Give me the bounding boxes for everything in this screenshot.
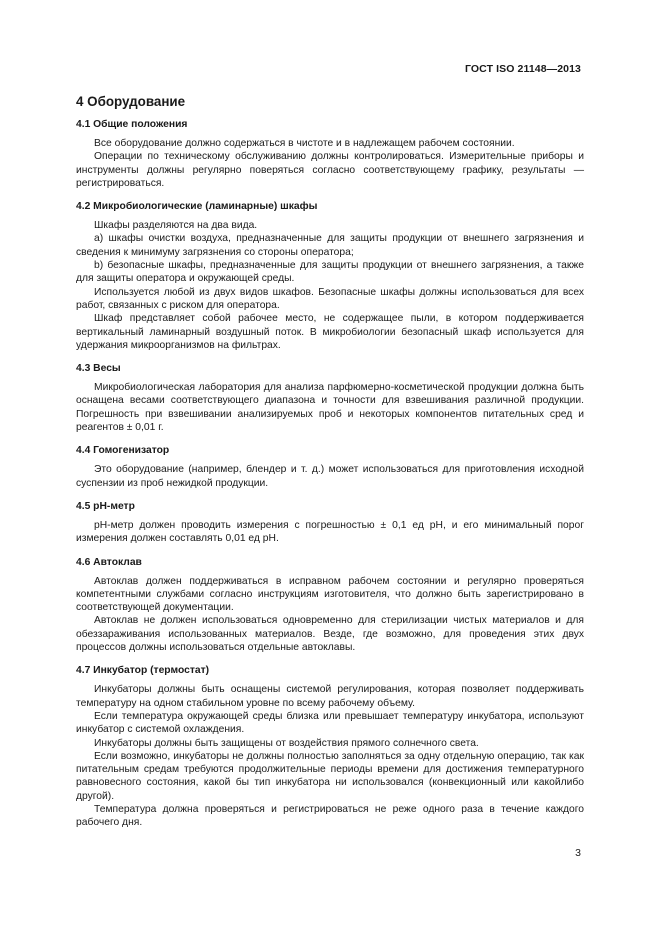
subsection-heading: 4.7 Инкубатор (термостат) (76, 665, 210, 677)
paragraph: Если температура окружающей среды близка или превышает температуру инкубатора, используют инкубатор с системой охлаждения. (76, 710, 584, 736)
paragraph: pH-метр должен проводить измерения с погрешностью ± 0,1 ед pH, и его минимальный порог измерения должен составлять 0,01 ед pH. (76, 519, 584, 545)
subsection-heading: 4.3 Весы (76, 363, 121, 375)
paragraph: Инкубаторы должны быть защищены от воздействия прямого солнечного света. (94, 737, 479, 749)
paragraph: Используется любой из двух видов шкафов. Безопасные шкафы должны использоваться для всех работ, связанных с риском для оператора. (76, 286, 584, 311)
paragraph: Шкаф представляет собой рабочее место, не содержащее пыли, в котором поддерживается вертикальный ламинарный воздушный поток. В микробиологии безопасный шкаф используется для удержания микроорганизмов на фильтрах. (76, 313, 584, 351)
subsection-4-3 (76, 362, 584, 434)
document-id: ГОСТ ISO 21148—2013 (464, 63, 581, 75)
subsection-4-5 (76, 500, 584, 546)
subsection-4-2 (76, 200, 584, 352)
subsection-heading: 4.4 Гомогенизатор (76, 445, 170, 457)
subsection-4-1 (76, 118, 584, 190)
paragraph: Операции по техническому обслуживанию должны контролироваться. Измерительные приборы и инструменты должны регулярно поверяться согласно соответствующему графику, результаты — регистрироваться. (76, 151, 584, 189)
paragraph: Шкафы разделяются на два вида. (94, 220, 258, 232)
list-item: а) шкафы очистки воздуха, предназначенные для защиты продукции от внешнего загрязнения и сведения к минимуму загрязнения со стороны оператора; (76, 233, 584, 258)
paragraph: Микробиологическая лаборатория для анализа парфюмерно-косметической продукции должна быть оснащена весами соответствующего диапазона и точности для взвешивания различной продукции. Погрешность при взвешивании анализируемых проб и некоторых компонентов питательных сред и реагентов ± 0,01 г. (76, 382, 584, 434)
paragraph: Инкубаторы должны быть оснащены системой регулирования, которая позволяет поддерживать температуру на одном стабильном уровне по всему рабочему объему. (76, 684, 584, 709)
paragraph: Температура должна проверяться и регистрироваться не реже одного раза в течение каждого рабочего дня. (76, 803, 584, 829)
subsection-heading: 4.1 Общие положения (76, 119, 188, 130)
page-number: 3 (575, 847, 581, 859)
list-item: b) безопасные шкафы, предназначенные для защиты продукции от внешнего загрязнения, а также для защиты оператора и окружающей среды. (76, 260, 584, 285)
section-title: 4 Оборудование (76, 94, 186, 109)
paragraph: Если возможно, инкубаторы не должны полностью заполняться за одну отдельную операцию, так как питательным средам требуются продолжительные периоды времени для достижения температурного равновесного состояния, какой бы тип инкубатора ни использовался (конвекционный или какойлибо другой). (76, 750, 584, 802)
paragraph: Автоклав не должен использоваться одновременно для стерилизации чистых материалов и для обеззараживания использованных материалов. Везде, где возможно, для проведения этих двух процессов должны использоваться отдельные автоклавы. (76, 615, 584, 654)
paragraph: Все оборудование должно содержаться в чистоте и в надлежащем рабочем состоянии. (94, 138, 515, 149)
paragraph: Автоклав должен поддерживаться в исправном рабочем состоянии и регулярно проверяться компетентными службами согласно инструкциям изготовителя, что должно быть зарегистрировано в соответствующей документации. (76, 575, 584, 614)
subsection-4-4 (76, 444, 584, 490)
subsection-4-6 (76, 556, 584, 655)
subsection-heading: 4.2 Микробиологические (ламинарные) шкафы (76, 201, 318, 213)
subsection-heading: 4.6 Автоклав (76, 556, 142, 568)
subsection-4-7 (76, 664, 584, 829)
page-content (76, 94, 584, 830)
subsection-heading: 4.5 pH-метр (76, 500, 135, 512)
paragraph: Это оборудование (например, блендер и т. д.) может использоваться для приготовления исходной суспензии из проб нежидкой продукции. (76, 464, 584, 489)
